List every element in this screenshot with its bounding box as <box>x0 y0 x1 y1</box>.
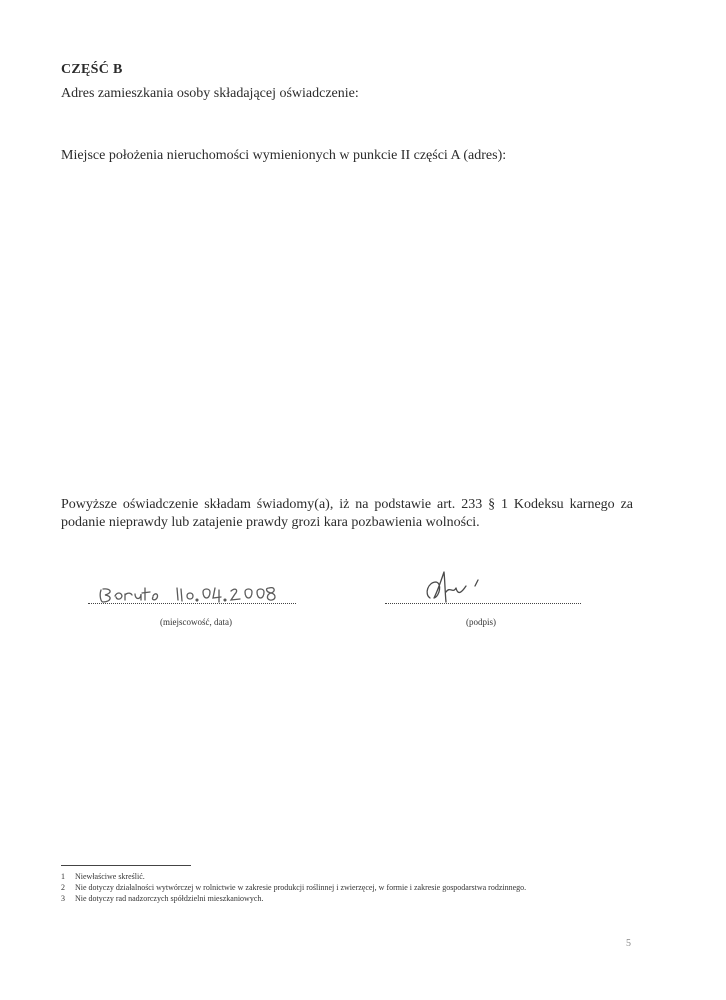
footnote-number: 2 <box>61 883 65 892</box>
footnote-number: 3 <box>61 894 65 903</box>
footnote-number: 1 <box>61 872 65 881</box>
signature-caption: (podpis) <box>466 617 496 627</box>
page-number: 5 <box>626 938 631 949</box>
place-date-line <box>88 603 296 604</box>
signature-line <box>385 603 581 604</box>
footnote-text: Niewłaściwe skreślić. <box>75 872 145 881</box>
place-date-caption: (miejscowość, data) <box>160 617 232 627</box>
statement-text: Powyższe oświadczenie składam świadomy(a), iż na podstawie art. 233 § 1 Kodeksu karnego za podanie nieprawdy lub zatajenie prawdy grozi kara pozbawienia wolności. <box>61 497 633 530</box>
handwritten-signature <box>420 568 500 608</box>
footnote-item <box>61 883 526 893</box>
section-title: CZĘŚĆ B <box>61 62 123 77</box>
footnote-item <box>61 872 145 882</box>
footnote-text: Nie dotyczy rad nadzorczych spółdzielni mieszkaniowych. <box>75 894 264 903</box>
footnote-text: Nie dotyczy działalności wytwórczej w rolnictwie w zakresie produkcji roślinnej i zwierzęcej, w formie i zakresie gospodarstwa rodzinnego. <box>75 883 527 892</box>
footnote-separator <box>61 865 191 866</box>
property-location-label: Miejsce położenia nieruchomości wymienionych w punkcie II części A (adres): <box>61 148 507 163</box>
address-label: Adres zamieszkania osoby składającej oświadczenie: <box>61 86 359 101</box>
footnote-item <box>61 894 263 904</box>
handwritten-place-date <box>95 580 305 610</box>
